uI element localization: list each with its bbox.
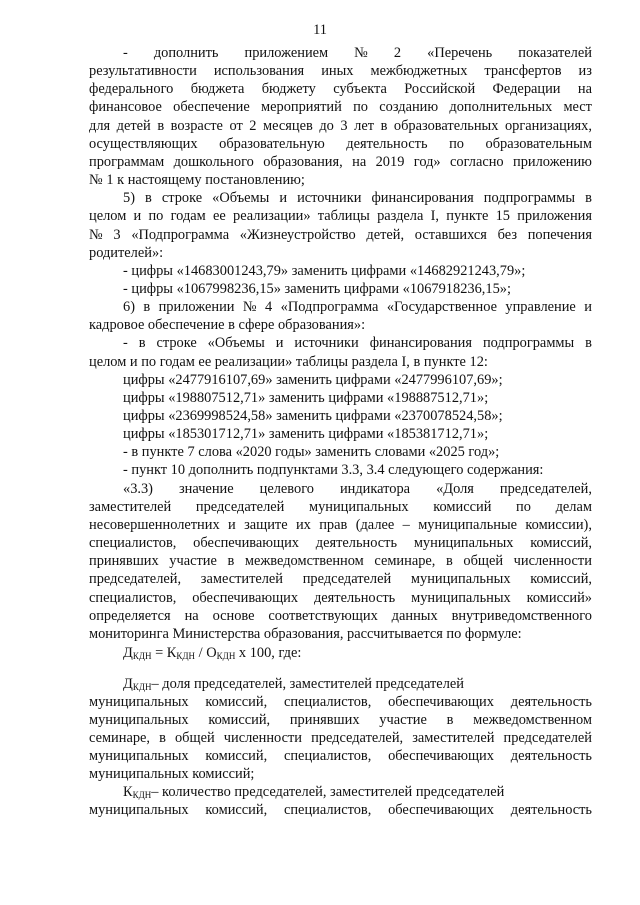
word: «Подпрограмма: [280, 299, 379, 315]
word: деятельность: [346, 136, 428, 152]
text-line: № 1 к настоящему постановлению;: [89, 172, 305, 188]
text-line: [89, 748, 592, 765]
word: программам: [89, 154, 165, 170]
word: иных: [321, 63, 354, 79]
text-line: цифры «2369998524,58» заменить цифрами «2370078524,58»;: [123, 408, 503, 424]
word: комиссий,: [530, 535, 592, 551]
word: муниципальные: [418, 517, 518, 533]
text-line: [89, 81, 592, 98]
definition-d-subscript: КДН: [132, 682, 152, 692]
word: в: [157, 118, 165, 134]
word: –: [402, 517, 410, 533]
word: деятельность: [510, 694, 592, 710]
formula-k-subscript: КДН: [176, 651, 196, 661]
word: без: [497, 227, 518, 243]
word: -: [123, 45, 128, 61]
word: в: [585, 335, 592, 351]
text-line: [89, 535, 592, 552]
word: -: [123, 335, 128, 351]
word: муниципальных: [89, 802, 189, 818]
definition-d-symbol: Д: [123, 676, 133, 692]
word: по: [449, 136, 464, 152]
word: в: [143, 299, 151, 315]
word: мест: [563, 99, 592, 115]
text-line: [89, 802, 592, 819]
word: трансфертов: [484, 63, 562, 79]
word: председателей,: [499, 481, 592, 497]
word: муниципальных: [308, 499, 409, 515]
word: соответствующих: [268, 608, 378, 624]
word: семинаре,: [374, 553, 436, 569]
word: защите: [244, 517, 288, 533]
word: от: [229, 118, 243, 134]
word: и: [584, 299, 592, 315]
word: №: [354, 45, 368, 61]
formula-d-subscript: КДН: [132, 651, 152, 661]
word: председателей,: [311, 730, 404, 746]
word: деятельность: [315, 535, 398, 551]
word: месяцев: [263, 118, 313, 134]
word: комиссий,: [205, 748, 268, 764]
word: председателей: [503, 730, 592, 746]
word: целевого: [259, 481, 314, 497]
word: принявших: [289, 712, 360, 728]
word: по: [516, 499, 531, 515]
word: 15: [495, 208, 510, 224]
word: специалистов,: [89, 535, 177, 551]
word: комиссий,: [205, 694, 268, 710]
word: финансовое: [89, 99, 162, 115]
word: детей,: [366, 227, 405, 243]
word: 6): [123, 299, 135, 315]
word: комиссий,: [530, 571, 592, 587]
text-line: [89, 608, 592, 625]
word: целом: [89, 208, 127, 224]
word: год»: [413, 154, 441, 170]
formula-o-symbol: О: [206, 645, 217, 661]
word: дошкольного: [173, 154, 254, 170]
word: в: [145, 190, 152, 206]
word: приложении: [158, 299, 235, 315]
word: комиссий»: [526, 590, 592, 606]
word: муниципальных: [410, 571, 511, 587]
definition-k-text: – количество председателей, заместителей председателей: [151, 784, 505, 800]
word: приложением: [244, 45, 329, 61]
word: муниципальных: [413, 535, 514, 551]
word: заместителей: [412, 730, 495, 746]
word: комиссий,: [208, 712, 271, 728]
word: обеспечивающих: [192, 590, 299, 606]
text-line: [89, 499, 592, 516]
text-line: [123, 335, 592, 352]
word: образования,: [263, 154, 343, 170]
text-line: [89, 118, 592, 135]
word: «Объемы: [207, 335, 265, 351]
word: 5): [123, 190, 135, 206]
word: обеспечение: [173, 99, 250, 115]
word: Российской: [404, 81, 476, 97]
text-line: [89, 154, 592, 171]
formula-d-symbol: Д: [123, 645, 133, 661]
word: в: [227, 553, 235, 569]
word: источники: [294, 335, 359, 351]
word: в: [138, 335, 146, 351]
word: строке: [161, 190, 203, 206]
formula: [123, 645, 592, 662]
word: для: [89, 118, 111, 134]
word: «Государственное: [386, 299, 497, 315]
word: реализации»: [233, 208, 311, 224]
text-line: [89, 63, 592, 80]
word: комиссий: [433, 499, 492, 515]
text-line: [89, 553, 592, 570]
word: в: [159, 730, 166, 746]
word: возрасте: [170, 118, 223, 134]
word: основе: [212, 608, 255, 624]
text-line: [89, 590, 592, 607]
word: специалистов,: [283, 802, 372, 818]
word: раздела: [377, 208, 424, 224]
word: мероприятий: [261, 99, 342, 115]
word: использования: [213, 63, 305, 79]
word: №: [242, 299, 257, 315]
word: образовательным: [485, 136, 592, 152]
definition-k-symbol: К: [123, 784, 133, 800]
word: 4: [265, 299, 273, 315]
text-line: - пункт 10 дополнить подпунктами 3.3, 3.4 следующего содержания:: [123, 462, 544, 478]
word: ее: [213, 208, 226, 224]
word: управление: [505, 299, 576, 315]
word: 2: [393, 45, 402, 61]
formula-equals: =: [151, 645, 167, 661]
word: подпрограммы: [483, 190, 576, 206]
word: деятельность: [313, 590, 396, 606]
word: прав: [319, 517, 348, 533]
formula-k-symbol: К: [166, 645, 177, 661]
word: муниципальных: [89, 694, 189, 710]
word: годам: [170, 208, 206, 224]
word: определяется: [89, 608, 171, 624]
text-line: [89, 571, 592, 588]
word: оставшихся: [414, 227, 487, 243]
word: организациях,: [504, 118, 592, 134]
word: на: [184, 608, 199, 624]
word: финансирования: [369, 335, 472, 351]
word: межведомственном: [473, 712, 592, 728]
text-line: целом и по годам ее реализации» таблицы раздела I, в пункте 12:: [89, 354, 488, 370]
word: и: [228, 517, 236, 533]
word: делам: [555, 499, 592, 515]
page-number: 11: [313, 22, 327, 38]
word: приложению: [513, 154, 592, 170]
word: их: [295, 517, 311, 533]
word: по: [353, 99, 368, 115]
word: по: [148, 208, 164, 224]
word: 3: [113, 227, 121, 243]
word: финансирования: [371, 190, 474, 206]
word: заместителей: [89, 499, 172, 515]
word: образовательных: [393, 118, 499, 134]
word: 2: [249, 118, 257, 134]
word: приложения: [517, 208, 592, 224]
word: председателей: [302, 571, 392, 587]
word: субъекта: [333, 81, 387, 97]
word: участие: [169, 553, 217, 569]
word: «Жизнеустройство: [239, 227, 356, 243]
text-line: [123, 45, 592, 62]
text-line: муниципальных комиссий;: [89, 766, 255, 782]
word: заместителей: [200, 571, 284, 587]
word: на: [352, 154, 367, 170]
word: источники: [297, 190, 362, 206]
text-line: мониторинга Министерства образования, рассчитывается по формуле:: [89, 626, 522, 642]
word: Федерации: [492, 81, 561, 97]
text-line: [89, 136, 592, 153]
word: межведомственном: [244, 553, 364, 569]
formula-tail: х 100, где:: [235, 645, 302, 661]
word: в: [446, 553, 453, 569]
text-line: [123, 299, 592, 316]
word: лет: [354, 118, 375, 134]
word: «Объемы: [212, 190, 270, 206]
word: деятельность: [510, 802, 592, 818]
text-line: [89, 694, 592, 711]
text-line: [89, 227, 592, 244]
text-line: цифры «185301712,71» заменить цифрами «185381712,71»;: [123, 426, 489, 442]
word: таблицы: [317, 208, 370, 224]
word: участие: [379, 712, 427, 728]
text-line: цифры «2477916107,69» заменить цифрами «2477996107,69»;: [123, 372, 503, 388]
word: обеспечивающих: [388, 748, 494, 764]
word: показателей: [518, 45, 592, 61]
text-line: кадровое обеспечение в сфере образования»:: [89, 317, 366, 333]
word: общей: [463, 553, 504, 569]
text-line: [123, 481, 592, 498]
word: обеспечивающих: [388, 802, 494, 818]
word: межбюджетных: [370, 63, 468, 79]
word: и: [133, 208, 142, 224]
text-line: [89, 208, 592, 225]
word: обеспечивающих: [388, 694, 494, 710]
word: согласно: [450, 154, 504, 170]
word: муниципальных: [411, 590, 511, 606]
word: федерального: [89, 81, 174, 97]
word: комиссии),: [525, 517, 592, 533]
word: индикатора: [339, 481, 411, 497]
word: дополнить: [153, 45, 219, 61]
word: I,: [430, 208, 440, 224]
word: специалистов,: [283, 748, 372, 764]
word: «3.3): [123, 481, 153, 497]
word: внутриведомственного: [451, 608, 592, 624]
word: бюджета: [190, 81, 245, 97]
text-line: [89, 730, 592, 747]
definition-d-text: – доля председателей, заместителей председателей: [151, 676, 464, 692]
text-line: родителей»:: [89, 245, 164, 261]
word: 3: [340, 118, 348, 134]
word: данных: [391, 608, 438, 624]
word: общей: [174, 730, 215, 746]
word: специалистов,: [283, 694, 372, 710]
word: пункте: [446, 208, 489, 224]
text-line: - цифры «1067998236,15» заменить цифрами «1067918236,15»;: [123, 281, 511, 297]
word: созданию: [379, 99, 439, 115]
word: (далее: [355, 517, 395, 533]
word: и: [275, 335, 284, 351]
word: на: [577, 81, 592, 97]
word: «Подпрограмма: [131, 227, 230, 243]
word: результативности: [89, 63, 197, 79]
word: и: [279, 190, 288, 206]
definition-d-first-line: [123, 676, 592, 693]
word: осуществляющих: [89, 136, 198, 152]
word: образовательную: [219, 136, 325, 152]
word: детей: [116, 118, 151, 134]
word: муниципальных: [89, 712, 189, 728]
text-line: [89, 99, 592, 116]
word: бюджету: [261, 81, 316, 97]
definition-k-first-line: [123, 784, 592, 801]
word: попечения: [527, 227, 592, 243]
word: численности: [223, 730, 302, 746]
word: обеспечивающих: [193, 535, 299, 551]
word: специалистов,: [89, 590, 177, 606]
text-line: цифры «198807512,71» заменить цифрами «198887512,71»;: [123, 390, 489, 406]
word: в: [446, 712, 454, 728]
text-line: [123, 190, 592, 207]
word: деятельность: [510, 748, 592, 764]
text-line: - цифры «14683001243,79» заменить цифрами «14682921243,79»;: [123, 263, 526, 279]
word: численности: [513, 553, 592, 569]
word: принявших: [89, 553, 159, 569]
word: муниципальных: [89, 748, 189, 764]
word: несовершеннолетних: [89, 517, 220, 533]
word: дополнительных: [449, 99, 553, 115]
word: подпрограммы: [482, 335, 575, 351]
word: «Перечень: [427, 45, 493, 61]
word: комиссий,: [205, 802, 268, 818]
text-line: [89, 517, 592, 534]
text-line: - в пункте 7 слова «2020 годы» заменить словами «2025 год»;: [123, 444, 500, 460]
word: значение: [179, 481, 234, 497]
word: из: [578, 63, 592, 79]
word: №: [89, 227, 103, 243]
word: в: [380, 118, 388, 134]
definition-k-subscript: КДН: [132, 790, 152, 800]
word: семинаре,: [89, 730, 151, 746]
word: «Доля: [436, 481, 474, 497]
word: до: [319, 118, 334, 134]
text-line: [89, 712, 592, 729]
formula-o-subscript: КДН: [216, 651, 236, 661]
word: строке: [156, 335, 197, 351]
word: председателей,: [89, 571, 182, 587]
formula-divide: /: [195, 645, 207, 661]
word: в: [585, 190, 592, 206]
word: председателей: [195, 499, 285, 515]
word: 2019: [375, 154, 405, 170]
